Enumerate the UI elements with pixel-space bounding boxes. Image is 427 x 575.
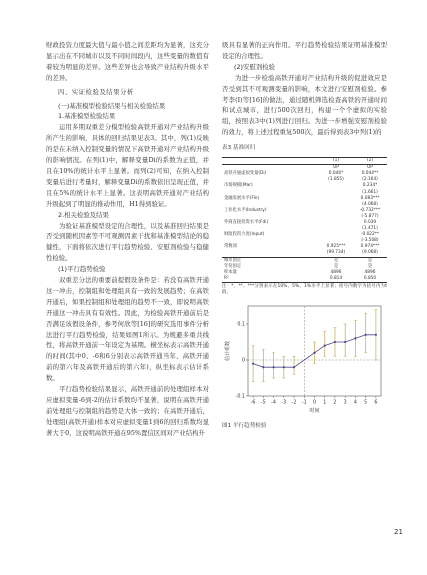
table-cell: (-3.508)	[361, 238, 379, 244]
table-cell: 是	[333, 263, 339, 269]
table-header-cell: (1)	[319, 158, 353, 165]
x-tick-label: 5	[364, 400, 368, 406]
x-axis-label: 时间	[309, 407, 320, 414]
figure-caption: 图1 平行趋势检验	[222, 422, 267, 429]
table-cell: -0.022**	[360, 232, 380, 238]
y-tick-label: 0.1	[237, 322, 245, 328]
regression-table	[222, 157, 387, 283]
item-title: (1)平行趋势检验	[58, 265, 106, 274]
x-tick-label: 0	[312, 400, 317, 406]
subsection-title: (一)基准模型检验结果与相关检验结果	[58, 101, 166, 110]
table-cell: -0.732***	[359, 207, 381, 213]
coefficient-point	[375, 334, 377, 336]
x-tick-label: -2	[291, 400, 297, 406]
coefficient-point	[293, 366, 295, 368]
page-number: 21	[394, 528, 403, 536]
table-cell: (1.661)	[362, 189, 378, 195]
table-cell: 是	[353, 257, 387, 264]
table-cell: 0.925***	[326, 244, 346, 250]
row-label: 市场规模(Mar)	[224, 183, 253, 189]
item-title: (2)安慰剂检验	[234, 62, 276, 71]
table-header-cell	[222, 158, 319, 165]
table-row	[222, 276, 387, 283]
paragraph: 为进一步检验高铁开通对产业结构升级的促进效应是否受到其不可观测变量的影响，本文进行安慰剂检验。参考李(I)等[16]的做法，通过随机筛选检查高铁的开通时间和试点城市，进行500次回归，构建一个个虚拟的实验组，按照表3中(1)列进行回归。为进一步增强安慰剂检验的效力，将上述过程重复500次，最后得到表3中列(1)的	[222, 73, 387, 137]
coefficient-point	[344, 341, 346, 343]
row-label: 金融发展水平(Fin)	[224, 195, 260, 201]
y-axis-label: 估计系数	[225, 340, 231, 361]
x-tick-label: -4	[271, 400, 276, 406]
x-tick-label: -6	[250, 400, 256, 406]
table-header-row	[222, 158, 387, 165]
x-tick-label: -1	[301, 400, 307, 406]
y-tick-label: -0.1	[235, 394, 245, 400]
table-cell: (99.734)	[326, 250, 346, 256]
table-cell: 0.046*	[328, 171, 344, 177]
table-cell: 4896	[330, 269, 342, 275]
row-label: 高铁开通虚拟变量(Di)	[224, 171, 267, 177]
table-header-cell: UP	[367, 165, 373, 171]
coefficient-point	[283, 366, 285, 368]
right-column	[222, 40, 387, 435]
table-cell: (-5.877)	[361, 213, 379, 219]
item-title: 1.基准模型检验结果	[58, 112, 116, 121]
paragraph: 财政投资力度最大值与最小值之间差距均为显著，这充分显示出在不同城市以及不同时间段内，这些变量的数值有着较为明显的差异。这些差异也会导致产业结构升级水平的差异。	[46, 41, 209, 82]
table-cell: 0.083***	[360, 195, 380, 201]
x-tick-label: 1	[323, 400, 327, 406]
paragraph: 双重差分法的重要前提假设条件是：若没有高铁开通这一冲击，控制组和处理组具有一致的发展趋势；在高铁开通后，如果控制组和处理组的趋势不一致，即说明高铁开通这一冲击具有有效性。因此，为检验高铁开通前后是否满足该假设条件，参考何欣等[16]的研究选用事件分析法进行平行趋势检验，结果如图1所示。为规避多重共线性，将高铁开通前一年设定为基期。横坐标表示高铁开通的时间(其中0、-6和6分别表示高铁开通当年、高铁开通前的第六年及高铁开通后的第六年)，纵坐标表示估计系数。	[46, 276, 209, 383]
table-cell: 是	[319, 257, 353, 264]
table-cell: (2.164)	[362, 177, 378, 183]
x-tick-label: 4	[353, 400, 357, 406]
y-tick-label: 0	[241, 358, 245, 364]
coefficient-point	[324, 344, 326, 346]
x-tick-label: 3	[343, 400, 347, 406]
table-cell: 0.974***	[360, 244, 380, 250]
x-tick-label: -5	[260, 400, 266, 406]
coefficient-point	[334, 341, 336, 343]
x-tick-label: 6	[374, 400, 378, 406]
row-label	[222, 250, 319, 257]
coefficient-point	[313, 352, 315, 354]
row-label: 城市固定	[222, 257, 319, 264]
row-label: 样本量	[224, 269, 237, 275]
coefficient-point	[354, 337, 356, 339]
table-caption: 表3 基准回归	[222, 145, 256, 152]
table-row	[222, 257, 387, 264]
row-label: 财政投资力度(Input)	[224, 232, 265, 238]
table-cell: (1.855)	[328, 177, 344, 183]
table-cell: 4896	[364, 269, 376, 275]
table-cell: (9.068)	[362, 250, 378, 256]
row-label: 外商直接投资水平(Fdi)	[224, 220, 269, 225]
x-tick-label: 2	[333, 400, 337, 406]
left-column	[46, 40, 209, 439]
coefficient-point	[262, 366, 264, 368]
x-tick-label: -3	[281, 400, 287, 406]
parallel-trend-chart	[222, 300, 387, 418]
table-cell: 0.850	[353, 276, 387, 283]
coefficient-point	[365, 334, 367, 336]
row-label: 常数项	[224, 244, 237, 250]
item-title: 2.相关检验及结果	[58, 210, 109, 219]
paragraph: 级具有显著的正向作用。平行趋势检验结果证明基准模型设定的合理性。	[222, 41, 387, 60]
table-cell: (1.471)	[362, 226, 378, 232]
row-label: 年份固定	[224, 263, 242, 269]
table-row	[222, 250, 387, 257]
table-cell: 0.234*	[362, 183, 378, 189]
section-title: 四、实证检验及结果分析	[58, 87, 134, 96]
table-cell: (4.068)	[362, 201, 378, 207]
table-header-cell: UP	[333, 165, 339, 171]
table-note: 注：*、**、***分别表示在10%、5%、1%水平上显著；括号内数字为括号内为t值。	[222, 283, 387, 295]
paragraph: 为验证基准模型设定的合理性，以及基准回归结果是否受到随机因素等不可观测因素干扰和基准模型结论的稳健性，下面将依次进行平行趋势检验、安慰剂检验与稳健性检验。	[46, 221, 209, 263]
row-label: 工业化水平(Industry)	[224, 207, 267, 213]
coefficient-point	[252, 362, 254, 364]
paragraph: 平行趋势检验结果显示，高铁开通前的处理组样本对应虚拟变量-6到-2的估计系数均不显著，说明在高铁开通前处理组与控制组的趋势是大体一致的；在高铁开通后，处理组(高铁开通)样本对应虚拟变量1到6的回归系数均显著大于0，这说明高铁开通在95%置信区间对产业结构升	[46, 385, 209, 437]
table-cell: 0.044**	[361, 171, 379, 177]
table-cell: 0.814	[319, 276, 353, 283]
table-cell: 是	[367, 263, 373, 269]
table-cell: 0.039	[363, 220, 377, 225]
coefficient-point	[272, 366, 274, 368]
paragraph: 运用多期双重差分模型检验高铁开通对产业结构升级所产生的影响，具体的回归结果见表3。其中，列(1)反映的是在未纳入控制变量的情况下高铁开通对产业结构升级的影响情况。在列(1)中，解释变量Di的系数为正值，并且在10%的统计水平上显著。而列(2)可知，在纳入控制变量后进行考量时，解释变量Di的系数依旧呈现正值，并且在5%的统计水平上显著。这表明高铁开通对产业结构升级起到了明显的推动作用，H1得到验证。	[46, 123, 209, 208]
table-header-cell: (2)	[353, 158, 387, 165]
row-label: R²	[222, 276, 319, 283]
